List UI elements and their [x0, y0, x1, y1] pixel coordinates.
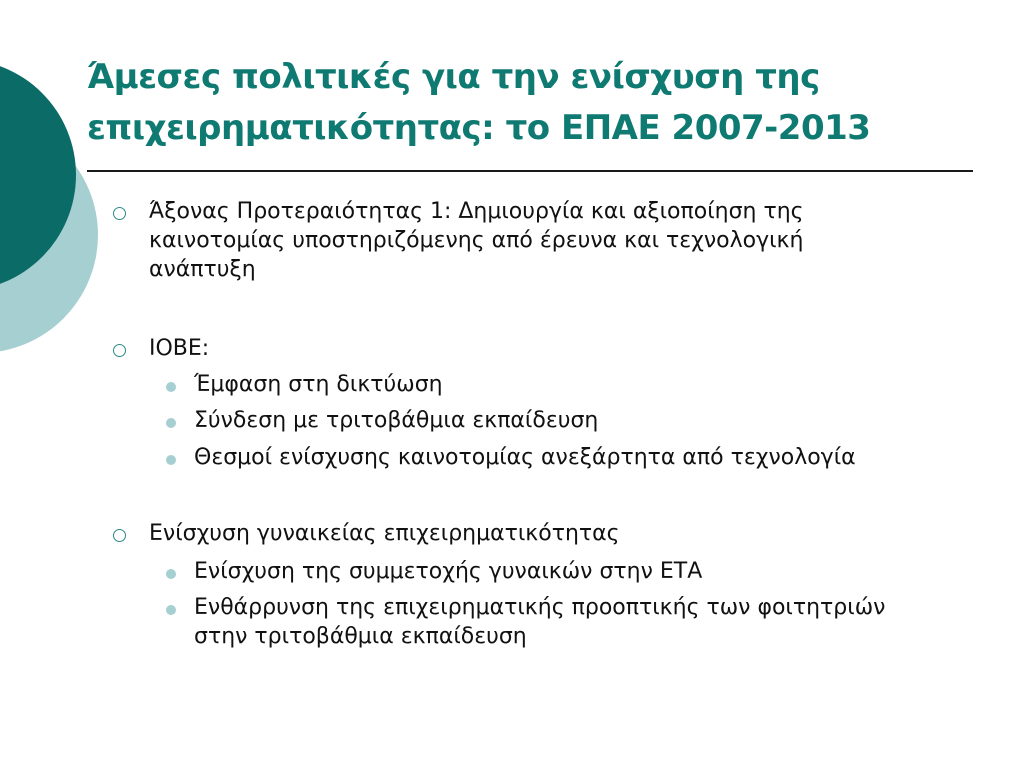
sub-bullet-line: στην τριτοβάθμια εκπαίδευση: [194, 624, 527, 649]
bullet-iobe: ΙΟΒΕ:: [149, 336, 210, 361]
sub-bullet-line: Ενθάρρυνση της επιχειρηματικής προοπτικής των φοιτητριών: [194, 595, 886, 620]
bullet-axis-priority: [149, 197, 929, 284]
sub-bullet: Έμφαση στη δικτύωση: [194, 372, 443, 397]
bullet-line: καινοτομίας υποστηριζόμενης από έρευνα και τεχνολογική: [149, 228, 804, 253]
sub-bullet: Σύνδεση με τριτοβάθμια εκπαίδευση: [194, 408, 599, 433]
filled-dot-bullet-icon: [166, 382, 176, 392]
bullet-line: ανάπτυξη: [149, 257, 256, 282]
sub-bullet: Ενίσχυση της συμμετοχής γυναικών στην ΕΤΑ: [194, 559, 703, 584]
sub-bullet: Θεσμοί ενίσχυσης καινοτομίας ανεξάρτητα από τεχνολογία: [194, 445, 856, 470]
title-line-2: επιχειρηματικότητας: το ΕΠΑΕ 2007-2013: [87, 108, 871, 148]
sub-bullet: [194, 593, 984, 651]
hollow-circle-bullet-icon: [113, 207, 126, 220]
bullet-line: Άξονας Προτεραιότητας 1: Δημιουργία και αξιοποίηση της: [149, 199, 804, 224]
filled-dot-bullet-icon: [166, 605, 176, 615]
bullet-women-entrepreneurship: Ενίσχυση γυναικείας επιχειρηματικότητας: [149, 521, 620, 546]
filled-dot-bullet-icon: [166, 569, 176, 579]
title-line-1: Άμεσες πολιτικές για την ενίσχυση της: [87, 57, 820, 97]
filled-dot-bullet-icon: [166, 455, 176, 465]
hollow-circle-bullet-icon: [113, 344, 126, 357]
hollow-circle-bullet-icon: [113, 529, 126, 542]
filled-dot-bullet-icon: [166, 418, 176, 428]
